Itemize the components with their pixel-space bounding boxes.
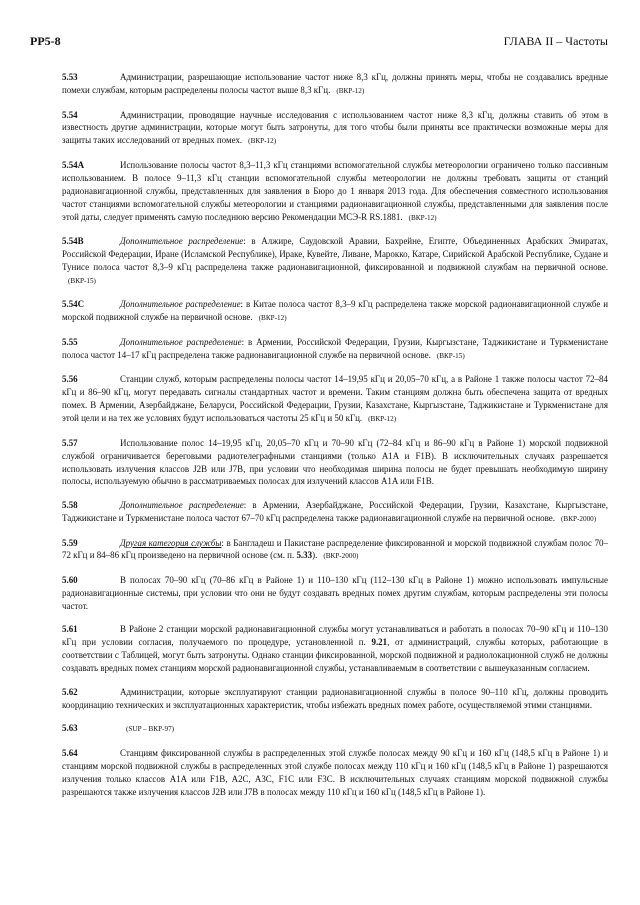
footnote-number: 5.55	[62, 336, 78, 347]
footnote-text: Станции служб, которым распределены полосы частот 14–19,95 кГц и 20,05–70 кГц, а в Районе 1 также полосы частот 72–84 кГц и 86–90 кГц, могут передавать сигналы стандартных частот и времени. Таким станциям должна быть обеспечена защита от вредных помех. В Армении, Азербайджане, Беларуси, Российской Федерации, Грузии, Казахстане, Кыргызстане, Таджикистане и Туркменистане для этой цели и на тех же условиях будут использоваться частоты 25 кГц и 50 кГц.	[62, 374, 608, 424]
footnote-5-60	[62, 574, 608, 613]
page-id: PP5-8	[30, 34, 61, 48]
footnote-number: 5.56	[62, 374, 78, 385]
footnote-5-64	[62, 747, 608, 799]
footnote-text: Администрации, разрешающие использование частот ниже 8,3 кГц, должны принять меры, чтобы не создавались вредные помехи службам, которым распределены полосы частот выше 8,3 кГц.	[62, 72, 608, 95]
footnote-number: 5.54C	[62, 299, 85, 310]
footnote-5-58	[62, 499, 608, 526]
footnote-5-54b	[62, 235, 608, 288]
footnote-text: : в Алжире, Саудовской Аравии, Бахрейне, Египте, Объединенных Арабских Эмиратах, Российской Федерации, Иране (Исламской Республике), Ираке, Кувейте, Ливане, Марокко, Катаре, Сирийской Арабской Республике, Судане и Тунисе полоса частот 8,3–9 кГц распределена также радионавигационной, фиксированной и подвижной службам на первичной основе.	[62, 236, 608, 272]
footnote-text: Использование полосы частот 8,3–11,3 кГц станциями вспомогательной службы метеорологии ограничено только пассивным использованием. В полосе 9–11,3 кГц станции вспомогательной службы метеорологии не должны требовать защиты от станций радионавигационной службы, представленных для заявления в Бюро до 1 января 2013 года. Для обеспечения совместного использования частот станциями вспомогательной службы метеорологии и станциями радионавигационной службы, представленными для заявления после этой даты, следует применять самую последнюю версию Рекомендации МСЭ-R RS.1881.	[62, 159, 608, 222]
footnote-5-59	[62, 537, 608, 564]
footnote-5-54a	[62, 159, 608, 225]
footnote-text: Администрации, проводящие научные исследования с использованием частот ниже 8,3 кГц, должны ставить об этом в известность другие администрации, которые могут быть затронуты, для того чтобы были приняты все практически возможные меры для защиты таких исследований от вредных помех.	[62, 109, 608, 146]
footnote-5-56	[62, 373, 608, 426]
footnote-text: : в Армении, Российской Федерации, Грузии, Кыргызстане, Таджикистане и Туркменистане полоса частот 14–17 кГц распределена также радионавигационной службе на первичной основе.	[62, 336, 608, 360]
allocation-type: Дополнительное распределение	[120, 236, 244, 247]
allocation-type: Дополнительное распределение	[120, 500, 244, 511]
footnote-number: 5.61	[62, 624, 78, 635]
footnote-5-55	[62, 336, 608, 363]
footnote-5-54c	[62, 298, 608, 325]
footnote-text: : в Китае полоса частот 8,3–9 кГц распределена также морской радионавигационной службе и морской подвижной службе на первичной основе.	[62, 299, 608, 323]
footnote-text: В полосах 70–90 кГц (70–86 кГц в Районе 1) и 110–130 кГц (112–130 кГц в Районе 1) можно использовать импульсные радионавигационные системы, при условии что они не будут создавать вредных помех другим службам, которым распределены эти полосы частот.	[62, 575, 608, 611]
footnote-list	[62, 71, 608, 799]
footnote-number: 5.63	[62, 723, 78, 734]
footnote-number: 5.60	[62, 575, 78, 586]
footnote-5-54	[62, 109, 608, 149]
footnote-text: Администрации, которые эксплуатируют станции радионавигационной службы в полосе 90–110 кГц, должны проводить координацию технических и эксплуатационных характеристик, чтобы избежать вредных помех работе, осуществляемой этими станциями.	[62, 686, 608, 710]
footnote-number: 5.54B	[62, 236, 84, 247]
footnote-text: : в Бангладеш и Пакистане распределение фиксированной и морской подвижной службам полос 70–72 кГц и 84–86 кГц произведено на первичной основе (см. п.	[62, 537, 608, 561]
footnote-number: 5.64	[62, 747, 78, 758]
revision-reference: (ВКР-2000)	[323, 552, 359, 561]
revision-reference: (ВКР-2000)	[561, 514, 597, 523]
revision-reference: (ВКР-12)	[258, 314, 287, 323]
footnote-text-cont: ).	[312, 550, 318, 561]
footnote-text-cont: , от администраций, службы которых, работающие в соответствии с Таблицей, могут быть затронуты. Однако станции фиксированной, морской подвижной и радиолокационной служб не должны создавать вредных помех станциям морской радионавигационной службы, устанавливаемым в соответствии с вышеуказанным согласием.	[62, 637, 608, 674]
footnote-text: Использование полос 14–19,95 кГц, 20,05–70 кГц и 70–90 кГц (72–84 кГц и 86–90 кГц в Районе 1) морской подвижной службой ограничивается береговыми радиотелеграфными станциями (только A1A и F1B). В исключительных случаях разрешается использовать излучения классов J2B или J7B, при условии что необходимая ширина полосы не будет превышать необходимую ширину полосы, используемую обычно в рассматриваемых полосах для излучений классов A1A или F1B.	[62, 437, 608, 487]
footnote-5-57	[62, 437, 608, 489]
footnote-5-61	[62, 623, 608, 675]
revision-reference: (ВКР-15)	[436, 351, 465, 360]
footnote-number: 5.58	[62, 500, 78, 511]
footnote-5-53	[62, 71, 608, 98]
revision-reference: (ВКР-12)	[368, 415, 397, 424]
footnote-text: : в Армении, Азербайджане, Российской Федерации, Грузии, Казахстане, Кыргызстане, Таджикистане и Туркменистане полоса частот 67–70 кГц распределена также радионавигационной службе на первичной основе.	[62, 500, 608, 523]
allocation-type: Другая категория службы	[120, 537, 222, 548]
revision-reference: (ВКР-15)	[68, 276, 96, 285]
revision-reference: (SUP – ВКР-97)	[126, 725, 175, 734]
footnote-5-62	[62, 686, 608, 712]
footnote-5-63	[62, 722, 608, 736]
revision-reference: (ВКР-12)	[248, 137, 277, 146]
footnote-number: 5.62	[62, 686, 78, 697]
footnote-number: 5.54A	[62, 159, 85, 170]
footnote-number: 5.54	[62, 109, 78, 120]
cross-reference[interactable]: 9.21	[371, 637, 388, 648]
footnote-text: Станциям фиксированной службы в распределенных этой службе полосах между 90 кГц и 160 кГц (148,5 кГц в Районе 1) и станциям морской подвижной службы в распределенных этой службе полосах между 110 кГц и 160 кГц (148,5 кГц в Районе 1) разрешаются излучения только классов A1A или F1B, A2C, A3C, F1C или F3C. В исключительных случаях станциям морской подвижной службы разрешаются также излучения классов J2B или J7B в полосах между 110 кГц и 160 кГц (148,5 кГц в Районе 1).	[62, 747, 608, 797]
footnote-text: В Районе 2 станции морской радионавигационной службы могут устанавливаться и работать в полосах 70–90 кГц и 110–130 кГц при условии согласия, получаемого по процедуре, установленной п.	[62, 624, 608, 648]
allocation-type: Дополнительное распределение	[120, 336, 242, 347]
footnotes-body	[62, 71, 608, 809]
cross-reference[interactable]: 5.33	[296, 550, 313, 561]
allocation-type: Дополнительное распределение	[120, 299, 241, 310]
footnote-number: 5.59	[62, 537, 78, 548]
revision-reference: (ВКР-12)	[336, 86, 365, 95]
chapter-title: ГЛАВА II – Частоты	[503, 34, 608, 48]
footnote-number: 5.53	[62, 72, 78, 82]
revision-reference: (ВКР-12)	[408, 213, 437, 222]
footnote-number: 5.57	[62, 437, 78, 448]
